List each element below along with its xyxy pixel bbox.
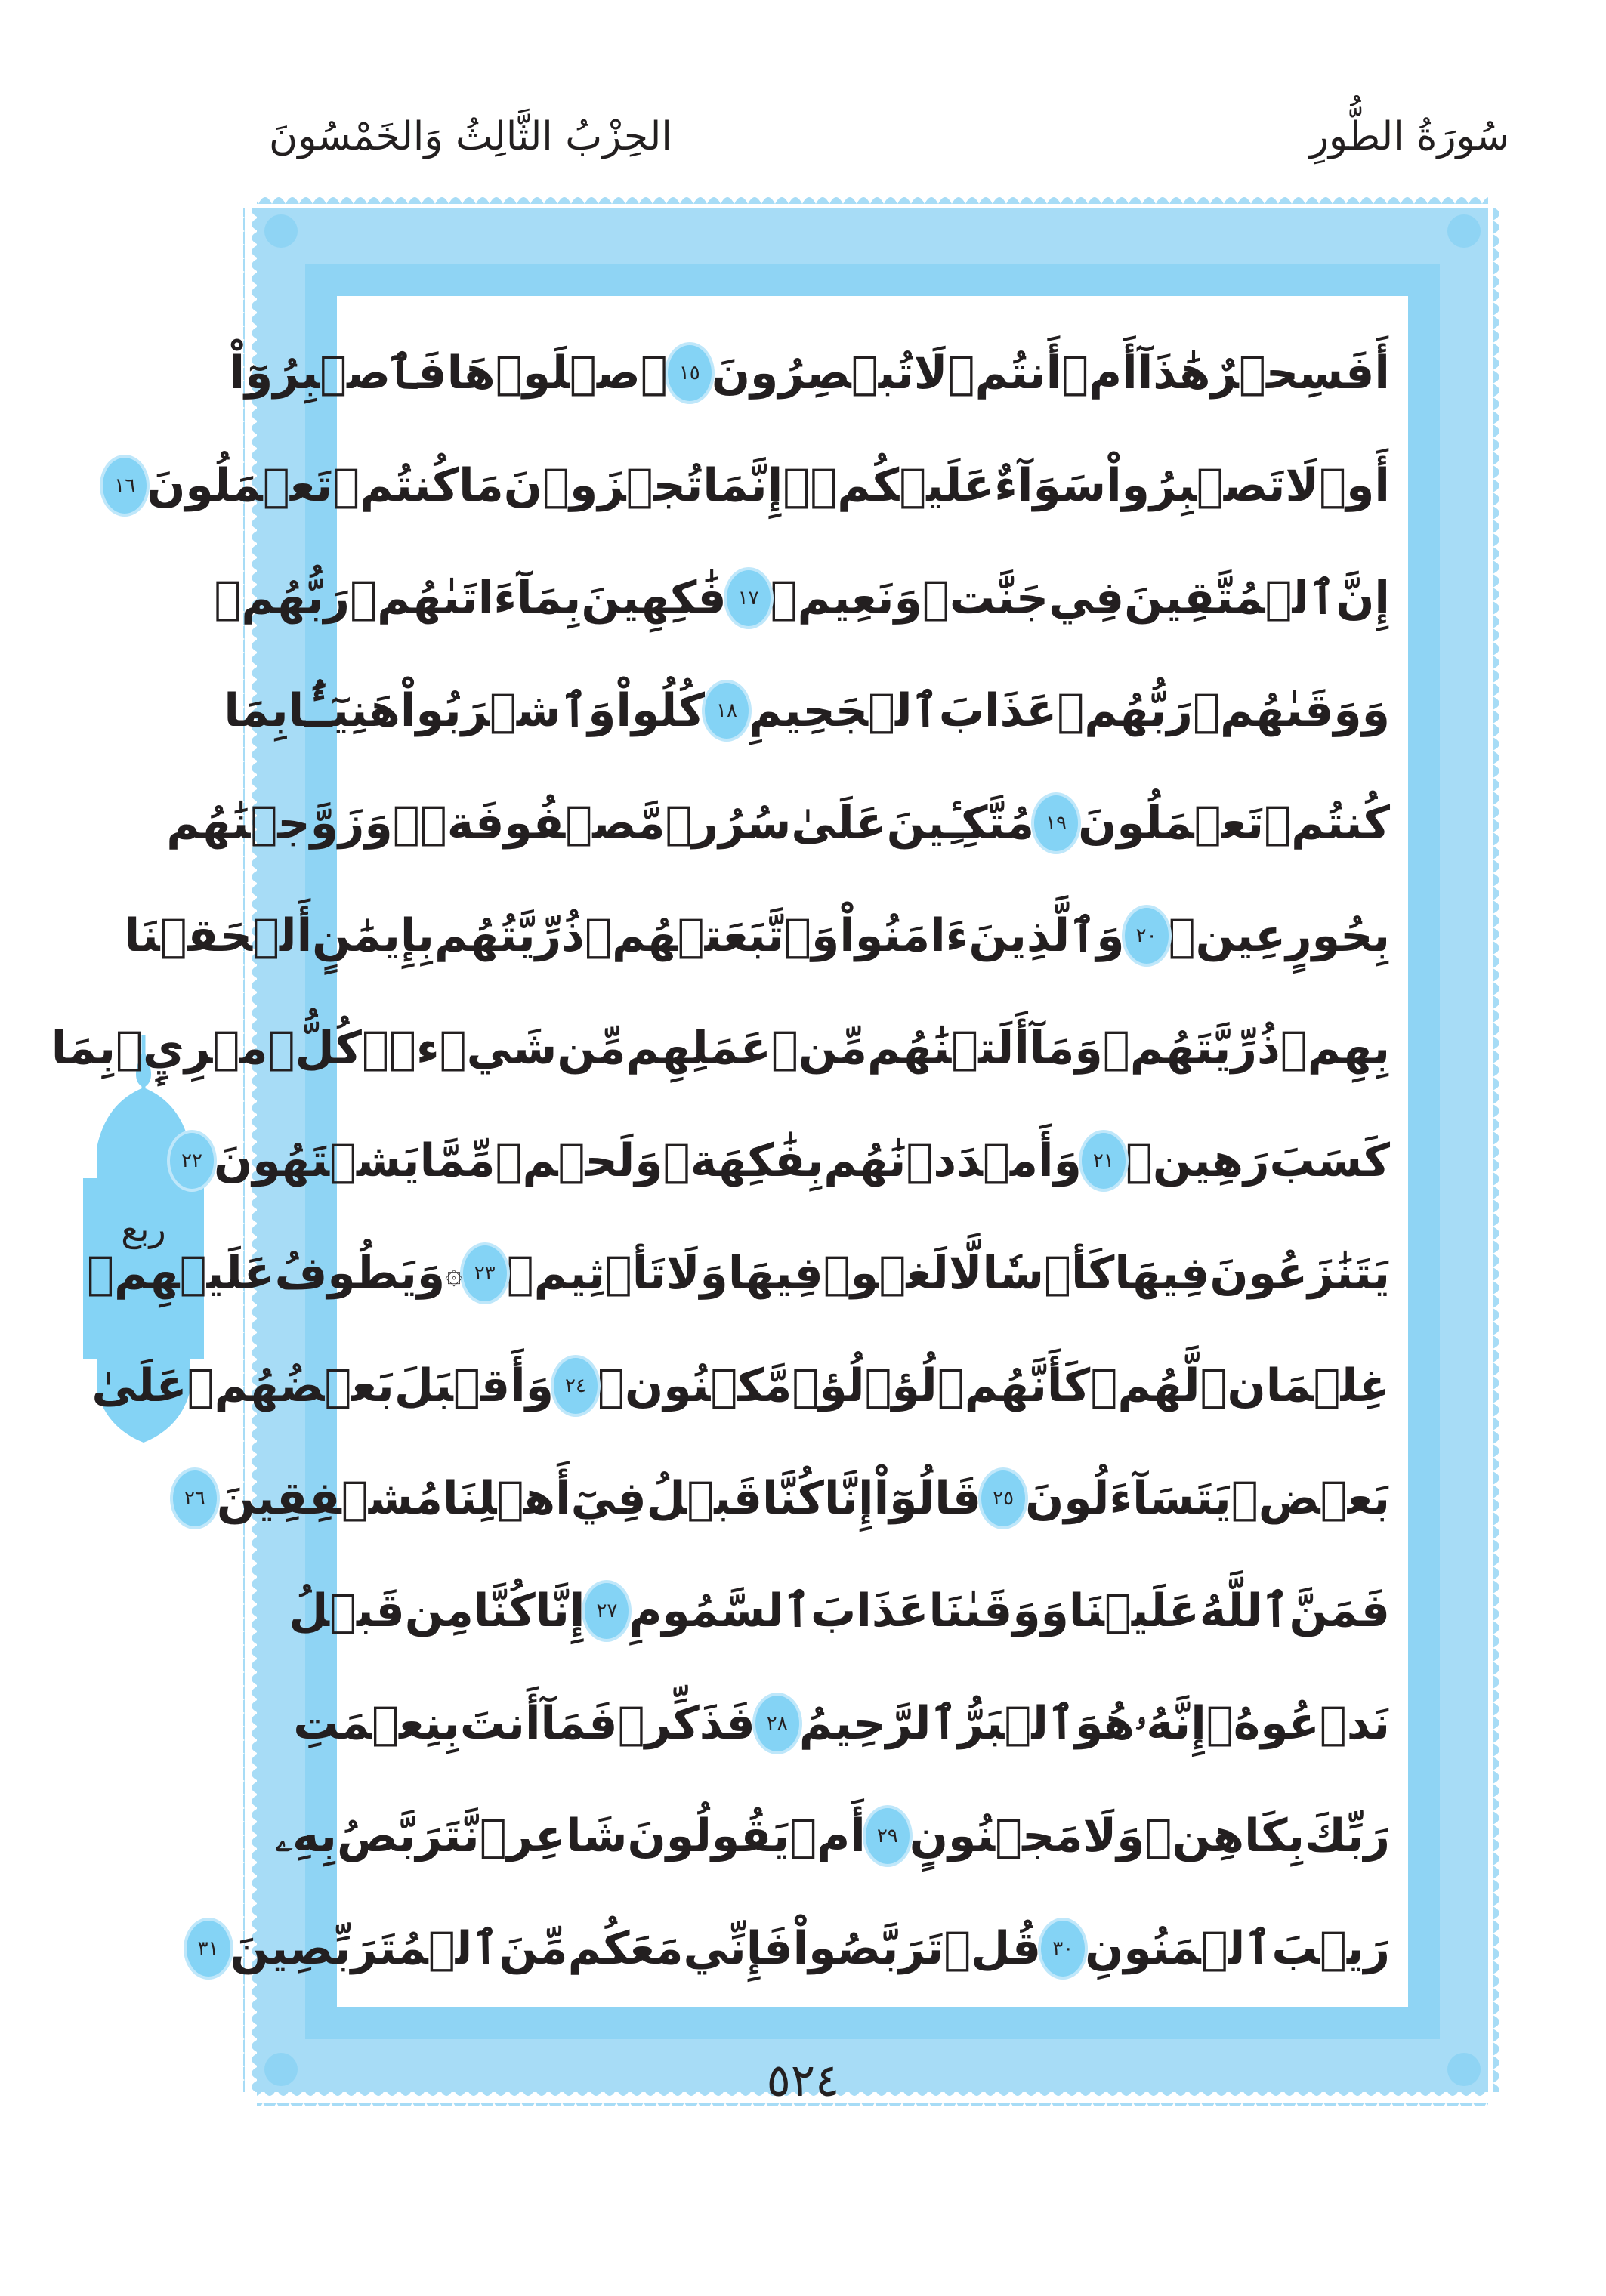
quran-word: بِهِمۡ (1280, 1022, 1390, 1075)
quran-word: أَوۡ (1319, 459, 1390, 512)
quran-word: فِي (1049, 572, 1125, 625)
quran-word: عَلَيۡنَا (1068, 1585, 1200, 1637)
quran-word: ٱلۡبَرُّ (957, 1697, 1076, 1750)
quran-word: يَتَسَآءَلُونَ (1025, 1472, 1231, 1525)
quran-word: فَذَكِّرۡ (617, 1697, 755, 1750)
quran-word: مَّصۡفُوفَةٖۖ (392, 797, 666, 850)
quran-word: بِإِيمَٰنٍ (312, 909, 434, 962)
quran-word: مِّنَ (499, 1922, 568, 1975)
quran-word: بِهِۦ (275, 1810, 337, 1862)
surah-title: سُورَةُ الطُّورِ (1309, 114, 1509, 159)
quran-word: فَإِنِّي (683, 1922, 793, 1975)
verse-line (166, 776, 1390, 870)
quran-word: غِلۡمَانٞ (1200, 1359, 1390, 1412)
quran-word: تَصۡبِرُواْ (1106, 459, 1286, 512)
quran-word: عَلَىٰ (791, 797, 887, 850)
quran-word: أَمۡ (1061, 347, 1138, 400)
quran-word: فَمَآ (540, 1697, 618, 1750)
quran-word: وَنَعِيمٖ (770, 572, 922, 625)
quran-word: إِنَّا (535, 1585, 585, 1637)
quran-word: فِيٓ (570, 1472, 647, 1525)
quran-word: ٱلۡمُتَرَبِّصِينَ (230, 1922, 499, 1975)
verse-line (124, 889, 1390, 983)
quran-word: بِكَاهِنٖ (1144, 1810, 1305, 1862)
quran-word: مَّكۡنُونٞ (598, 1359, 792, 1412)
quran-word: تُبۡصِرُونَ (711, 347, 914, 400)
quran-word: يَشۡتَهُونَ (214, 1134, 420, 1187)
quran-word: مَجۡنُونٍ (909, 1810, 1083, 1862)
quran-word: فَمَنَّ (1289, 1585, 1390, 1637)
quran-word: لَا (1285, 459, 1320, 512)
hizb-title: الحِزْبُ الثَّالِثُ وَالخَمْسُونَ (269, 114, 672, 159)
quran-word: جَنَّٰتٖ (922, 572, 1049, 625)
quran-word: فَٰكِهِينَ (581, 572, 727, 625)
quran-word: وَأَمۡدَدۡنَٰهُم (823, 1134, 1082, 1187)
quran-word: مِن (404, 1585, 474, 1637)
quran-word: كَأَنَّهُمۡ (937, 1359, 1091, 1412)
quran-word: وَلَا (1083, 1810, 1145, 1862)
quran-word: ٱلۡمُتَّقِينَ (1124, 572, 1336, 625)
quran-word: كُنَّا (473, 1585, 536, 1637)
quran-word: مِّمَّا (419, 1134, 496, 1187)
ayah-number-marker: ٣٠ (1041, 1921, 1085, 1977)
quran-word: هُوَ (1075, 1697, 1135, 1750)
quran-word: بِحُورٍ (1286, 909, 1390, 962)
quran-word: كَأۡسٗا (982, 1247, 1115, 1300)
quran-word: مُتَّكِـِٔينَ (886, 797, 1035, 850)
quran-word: ٱلۡجَحِيمِ (748, 684, 939, 737)
ayah-number-marker: ٢٤ (554, 1358, 598, 1414)
frame-scallop-right (1487, 208, 1502, 2092)
verse-line (275, 1789, 1390, 1883)
quran-word: إِنَّهُۥ (1135, 1697, 1206, 1750)
quran-word: فِيهَا (727, 1247, 823, 1300)
quran-word: عَمَلِهِم (625, 1022, 771, 1075)
ayah-number-marker: ١٧ (727, 570, 771, 626)
quran-word: ءَاتَىٰهُمۡ (350, 572, 517, 625)
quran-word: ذُرِّيَّتُهُم (434, 909, 585, 962)
rub-label: ربع (121, 1208, 166, 1249)
verse-line (51, 1001, 1390, 1095)
quran-word: ءَامَنُواْ (839, 909, 969, 962)
verse-line (214, 551, 1390, 645)
quran-word: قُلۡ (944, 1922, 1042, 1975)
ayah-number-marker: ٢١ (1082, 1133, 1126, 1189)
verse-line (289, 1564, 1390, 1658)
quran-word: عَلَىٰ (91, 1359, 187, 1412)
frame-scallop-top (257, 195, 1488, 210)
quran-word: رَهِينٞ (1125, 1134, 1270, 1187)
ayah-number-marker: ١٦ (103, 458, 147, 514)
verse-line (184, 1452, 1390, 1545)
quran-word: لُؤۡلُؤٞ (792, 1359, 937, 1412)
quran-word: سَوَآءٌ (994, 459, 1107, 512)
quran-word: كُنتُمۡ (332, 459, 459, 512)
ayah-number-marker: ٢٧ (585, 1583, 629, 1639)
quran-word: تَأۡثِيمٞ (506, 1247, 666, 1300)
quran-word: رَبُّهُمۡ (1057, 684, 1193, 737)
quran-word: تَرَبَّصُواْ (792, 1922, 944, 1975)
ayah-number-marker: ٢٥ (981, 1470, 1025, 1526)
quran-word: أَمۡ (789, 1810, 866, 1862)
quran-word: إِنَّ (1336, 572, 1390, 625)
quran-word: قَالُوٓاْ (873, 1472, 982, 1525)
frame-corner-ornament (264, 214, 298, 248)
quran-word: مَعَكُم (567, 1922, 684, 1975)
quran-word: بَعۡضٖ (1231, 1472, 1390, 1525)
frame-corner-ornament (1447, 214, 1481, 248)
ayah-number-marker: ٣١ (187, 1921, 230, 1977)
ayah-number-marker: ٢٢ (170, 1133, 214, 1189)
quran-word: بِفَٰكِهَةٖ (662, 1134, 824, 1187)
quran-word: ٱمۡرِيِٕۭ (116, 1022, 295, 1075)
quran-word: وَمَآ (1029, 1022, 1103, 1075)
verse-line (91, 1339, 1390, 1433)
quran-word: عَلَيۡهِمۡ (86, 1247, 275, 1300)
quran-word: كُلُواْ (616, 684, 705, 737)
quran-word: وَٱشۡرَبُواْ (400, 684, 616, 737)
quran-word: كُلُّ (295, 1022, 362, 1075)
quran-word: بِمَا (51, 1022, 116, 1075)
quran-word: وَيَطُوفُ (274, 1247, 446, 1300)
quran-word: مُشۡفِقِينَ (216, 1472, 443, 1525)
quran-word: ٱللَّهُ (1199, 1585, 1289, 1637)
quran-word: وَٱلَّذِينَ (968, 909, 1125, 962)
quran-word: أَنتُمۡ (947, 347, 1062, 400)
quran-word: رَبِّكَ (1305, 1810, 1390, 1862)
quran-word: يَقُولُونَ (627, 1810, 790, 1862)
quran-word: تَعۡمَلُونَ (1078, 797, 1265, 850)
quran-word: رَبُّهُمۡ (214, 572, 351, 625)
verse-line (197, 1902, 1390, 1995)
ayah-number-marker: ٢٠ (1125, 908, 1169, 964)
quran-word: وَأَقۡبَلَ (394, 1359, 554, 1412)
ayah-number-marker: ٢٦ (173, 1470, 217, 1526)
quran-word: بَعۡضُهُمۡ (187, 1359, 394, 1412)
quran-word: شَاعِرٞ (479, 1810, 628, 1862)
quran-word: فِيهَا (1114, 1247, 1210, 1300)
quran-word: وَوَقَىٰهُمۡ (1192, 684, 1390, 737)
quran-word: شَيۡءٖۚ (361, 1022, 557, 1075)
quran-word: أَنتَ (459, 1697, 541, 1750)
quran-word: كُنَّا (762, 1472, 824, 1525)
ayah-number-marker: ٢٣ (463, 1245, 507, 1301)
quran-word: رَيۡبَ (1271, 1922, 1390, 1975)
quran-word: أَلۡحَقۡنَا (124, 909, 313, 962)
ayah-number-marker: ٢٩ (866, 1808, 910, 1864)
quran-word: هَٰذَآ (1137, 347, 1211, 400)
hizb-star-icon: ۞ (445, 1256, 463, 1291)
quran-word: يَتَنَٰزَعُونَ (1209, 1247, 1390, 1300)
page-number: ٥٢٤ (766, 2054, 840, 2107)
verse-line (293, 1677, 1390, 1770)
quran-word: بِمَآ (517, 572, 582, 625)
quran-word: عَلَيۡكُمۡۖ (783, 459, 995, 512)
quran-word: أَهۡلِنَا (442, 1472, 571, 1525)
verse-line (114, 439, 1390, 532)
quran-word: وَلَا (666, 1247, 728, 1300)
quran-word: بِمَا (224, 684, 289, 737)
quran-word: كَسَبَ (1269, 1134, 1390, 1187)
quran-word: قَبۡلُ (646, 1472, 763, 1525)
quran-word: تُجۡزَوۡنَ (503, 459, 703, 512)
quran-word: إِنَّمَا (703, 459, 783, 512)
quran-word: وَوَقَىٰنَا (928, 1585, 1069, 1637)
quran-word: تَعۡمَلُونَ (147, 459, 333, 512)
ayah-number-marker: ١٥ (668, 345, 712, 401)
quran-word: وَٱتَّبَعَتۡهُمۡ (584, 909, 840, 962)
quran-word: مِّن (557, 1022, 626, 1075)
quran-word: لَغۡوٞ (823, 1247, 949, 1300)
verse-line (224, 664, 1390, 758)
quran-word: عَذَابَ (811, 1585, 929, 1637)
quran-word: نَّتَرَبَّصُ (336, 1810, 480, 1862)
quran-word: هَنِيٓـَٔۢا (288, 684, 400, 737)
quran-word: ٱلۡمَنُونِ (1085, 1922, 1272, 1975)
quran-word: لَّهُمۡ (1090, 1359, 1200, 1412)
quran-word: مِّنۡ (771, 1022, 868, 1075)
quran-word: بِنِعۡمَتِ (293, 1697, 460, 1750)
quran-word: ٱلرَّحِيمُ (798, 1697, 958, 1750)
quran-word: ٱصۡلَوۡهَا (446, 347, 668, 400)
quran-word: ٱلسَّمُومِ (629, 1585, 811, 1637)
quran-word: فَٱصۡبِرُوٓاْ (229, 347, 447, 400)
quran-word: سُرُرٖ (665, 797, 792, 850)
quran-word: لَا (913, 347, 948, 400)
verse-line (181, 1114, 1390, 1208)
quran-word: أَفَسِحۡرٌ (1210, 347, 1390, 400)
quran-word: مَا (459, 459, 504, 512)
quran-word: عِينٖ (1168, 909, 1286, 962)
quran-word: عَذَابَ (938, 684, 1058, 737)
ayah-number-marker: ١٩ (1034, 795, 1078, 851)
quran-word: كُنتُمۡ (1264, 797, 1390, 850)
quran-word: إِنَّا (823, 1472, 874, 1525)
ayah-number-marker: ٢٨ (755, 1696, 799, 1751)
quran-word: نَدۡعُوهُۖ (1206, 1697, 1390, 1750)
quran-word: وَزَوَّجۡنَٰهُم (166, 797, 393, 850)
ayah-number-marker: ١٨ (705, 683, 749, 739)
verse-line (229, 326, 1390, 420)
quran-word: لَّا (948, 1247, 983, 1300)
quran-word: ذُرِّيَّتَهُمۡ (1102, 1022, 1280, 1075)
quran-word: قَبۡلُ (289, 1585, 405, 1637)
quran-word: أَلَتۡنَٰهُم (867, 1022, 1030, 1075)
quran-word: وَلَحۡمٖ (495, 1134, 663, 1187)
